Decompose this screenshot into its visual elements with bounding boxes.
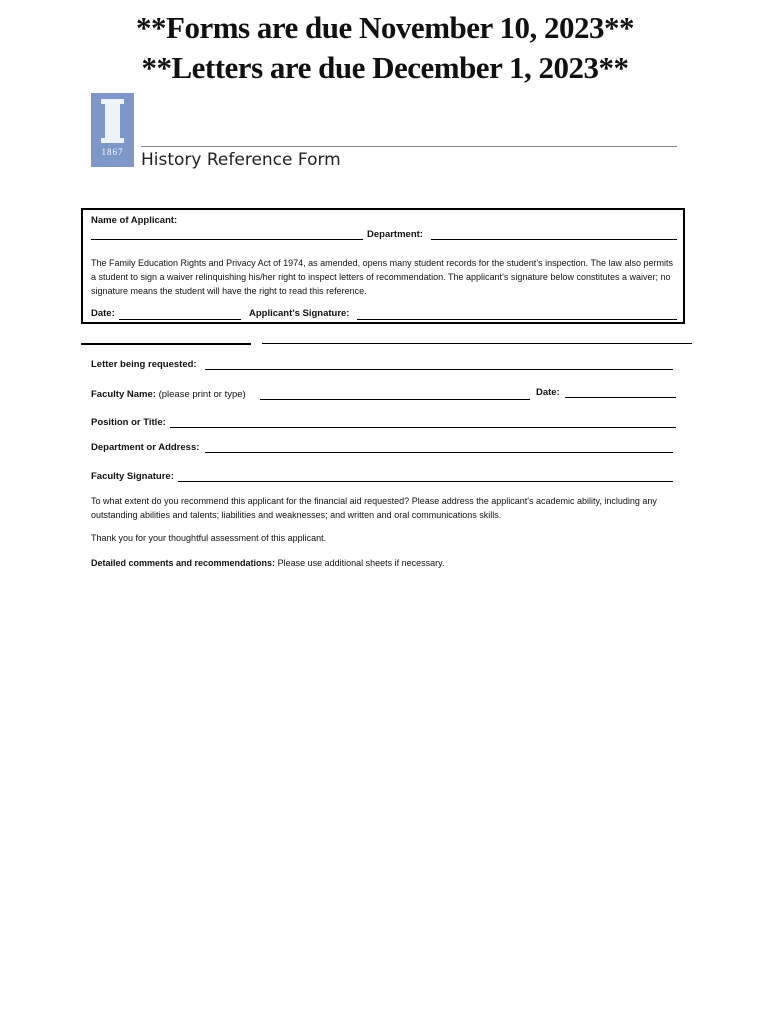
- header-rule: [141, 146, 677, 147]
- applicant-name-field[interactable]: [91, 239, 363, 240]
- applicant-department-field[interactable]: [431, 239, 677, 240]
- comments-note: Please use additional sheets if necessary.: [277, 558, 445, 568]
- applicant-date-label: Date:: [91, 308, 115, 319]
- ferpa-waiver-text: The Family Education Rights and Privacy Act of 1974, as amended, opens many student records for the student’s inspection. The law also permits a student to sign a waiver relinquishing his/her right to inspect letters of recommendation. The applicant’s signature below constitutes a waiver; no signature means the student will have the right to read this reference.: [91, 258, 673, 296]
- faculty-name-label-group: [91, 389, 246, 400]
- faculty-date-field[interactable]: [565, 397, 676, 398]
- position-title-label: Position or Title:: [91, 417, 166, 428]
- applicant-signature-label: Applicant’s Signature:: [249, 308, 350, 319]
- department-address-label: Department or Address:: [91, 442, 200, 453]
- applicant-signature-field[interactable]: [357, 319, 677, 320]
- applicant-section: [81, 208, 685, 324]
- form-title: History Reference Form: [141, 150, 341, 170]
- position-title-field[interactable]: [170, 427, 676, 428]
- faculty-name-label: Faculty Name:: [91, 389, 156, 400]
- university-logo: [91, 93, 134, 167]
- recommendation-question: To what extent do you recommend this applicant for the financial aid requested? Please address the applicant's academic ability, including any outstanding abilities and talents; liabilities and weaknesses; and written and oral communications skills.: [91, 496, 657, 520]
- applicant-date-field[interactable]: [119, 319, 241, 320]
- department-address-field[interactable]: [205, 452, 673, 453]
- forms-due-notice: **Forms are due November 10, 2023**: [136, 10, 634, 45]
- section-divider: [81, 343, 251, 345]
- faculty-name-field[interactable]: [260, 399, 530, 400]
- faculty-date-label: Date:: [536, 387, 560, 398]
- letters-due-notice: **Letters are due December 1, 2023**: [141, 50, 629, 85]
- applicant-name-label: Name of Applicant:: [91, 215, 178, 226]
- column-icon: [105, 101, 120, 141]
- faculty-signature-label: Faculty Signature:: [91, 471, 174, 482]
- section-divider: [262, 343, 692, 344]
- applicant-department-label: Department:: [367, 229, 423, 240]
- thank-you-text: Thank you for your thoughtful assessment of this applicant.: [91, 533, 327, 543]
- letter-requested-field[interactable]: [205, 369, 673, 370]
- faculty-name-hint: (please print or type): [158, 389, 246, 400]
- letter-requested-label: Letter being requested:: [91, 359, 197, 370]
- comments-label: Detailed comments and recommendations:: [91, 558, 276, 568]
- logo-year: 1867: [101, 147, 124, 157]
- faculty-signature-field[interactable]: [178, 481, 673, 482]
- comments-instructions: [91, 558, 445, 568]
